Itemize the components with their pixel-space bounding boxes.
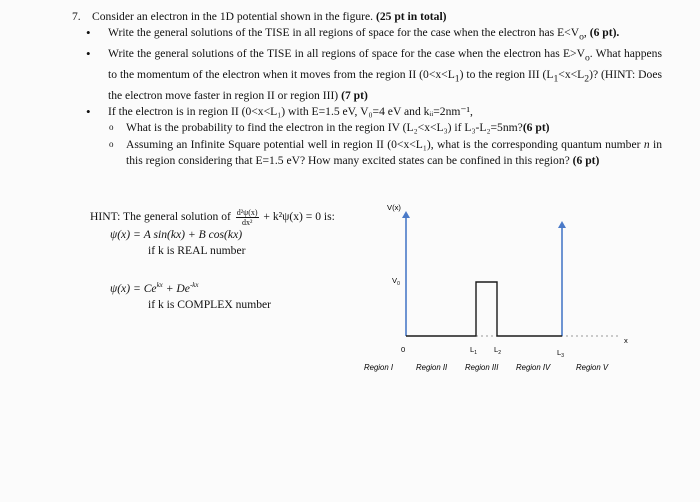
sub-bullet-2-points: (6 pt) [572, 154, 600, 168]
l2-sub: 2 [498, 350, 502, 356]
sub-bullet-2 [126, 137, 662, 170]
bullet-2-post4: )? (HINT: Does the electron move faster in region II or region III) [108, 67, 662, 102]
bullet-2-post2: ) to the region III (L [459, 67, 554, 81]
sub-bullet-list [108, 120, 662, 169]
hint-prefix: HINT: The general solution of [90, 210, 231, 224]
hint-block [90, 208, 335, 313]
tick-label-l2 [494, 345, 501, 356]
l3-sub: 3 [561, 353, 565, 359]
question-header [72, 9, 662, 25]
sol2-part-a: ψ(x) = Ce [110, 281, 157, 295]
bullet-2-sub2: 1 [454, 73, 460, 85]
bullet-2-sub3: 1 [553, 73, 559, 85]
sub-bullet-2-text: Assuming an Infinite Square potential well in region II (0<x<L₁), what is the corresponding quantum number [126, 137, 644, 151]
v0-main: V [392, 276, 398, 285]
region-label-4: Region IV [516, 363, 551, 372]
tick-label-l3 [557, 348, 564, 359]
hint-rest: + k²ψ(x) = 0 is: [260, 210, 335, 224]
hint-condition-complex: if k is COMPLEX number [148, 297, 272, 311]
bullet-list [72, 25, 662, 169]
bullet-3-text: If the electron is in region II (0<x<L₁) with E=1.5 eV, V₀=4 eV and kᵢᵢ=2nm⁻¹, [108, 104, 473, 118]
bullet-1-post: , [583, 26, 590, 40]
question-intro: Consider an electron in the 1D potential shown in the figure. [92, 10, 374, 23]
sol2-exp1: kx [156, 281, 163, 289]
hint-condition-real: if k is REAL number [148, 244, 246, 257]
bullet-2-sub4: 2 [584, 73, 590, 85]
potential-diagram [352, 198, 652, 378]
l1-sub: 1 [474, 350, 478, 356]
region-label-3: Region III [465, 363, 499, 372]
bullet-2-text: Write the general solutions of the TISE in all regions of space for the case when the electron has E>V [108, 47, 585, 61]
sol2-exp2: -kx [189, 281, 199, 289]
y-axis-label: V(x) [387, 203, 401, 212]
l2-main: L [494, 345, 499, 354]
quantum-number-n: n [643, 137, 650, 151]
hint-fraction [236, 208, 259, 227]
y-axis-arrow [402, 211, 410, 218]
bullet-2-points: (7 pt) [341, 88, 368, 102]
question-block [72, 9, 662, 170]
sub-bullet-1 [126, 120, 662, 136]
bullet-1-text: Write the general solutions of the TISE in all regions of space for the case when the electron has E<V [108, 26, 580, 40]
region-label-5: Region V [576, 363, 609, 372]
sub-bullet-1-text: What is the probability to find the electron in the region IV (L₂<x<L₃) if L₃-L₂=5nm? [126, 121, 523, 135]
tick-label-l1 [470, 345, 477, 356]
hint-frac-den: dx² [241, 218, 253, 227]
bullet-1-points: (6 pt). [589, 26, 620, 40]
bullet-2 [108, 46, 662, 104]
v0-sub: 0 [397, 281, 400, 287]
x-axis-label: x [624, 336, 628, 345]
bullet-1-sub: o [579, 31, 584, 43]
hint-title [90, 208, 335, 227]
question-number: 7. [72, 10, 81, 23]
region-label-1: Region I [364, 363, 394, 372]
hint-solution-real: ψ(x) = A sin(kx) + B cos(kx) [110, 228, 243, 241]
sol2-part-b: + De [162, 281, 190, 295]
l3-main: L [557, 348, 562, 357]
bullet-3 [108, 104, 662, 170]
right-wall-arrow [558, 221, 566, 228]
bullet-2-post3: <x<L [558, 67, 585, 81]
hint-solution-complex [90, 277, 335, 297]
sub-bullet-1-points: (6 pt) [522, 121, 550, 135]
bullet-1 [108, 25, 662, 46]
question-points: (25 pt in total) [376, 10, 447, 23]
bullet-2-post: . What happens to the momentum of the electron when it moves from the region II (0<x<L [108, 47, 662, 81]
origin-label: 0 [401, 345, 406, 354]
v0-label [392, 276, 400, 287]
potential-figure [352, 198, 652, 378]
potential-barrier [406, 282, 562, 336]
l1-main: L [470, 345, 475, 354]
sub-bullet-2-text-cont: in this region considering that E=1.5 eV? How many excited states can be confined in this region? [126, 137, 662, 168]
region-label-2: Region II [416, 363, 448, 372]
bullet-2-sub: o [584, 52, 590, 64]
hint-frac-num: d²ψ(x) [236, 208, 258, 217]
